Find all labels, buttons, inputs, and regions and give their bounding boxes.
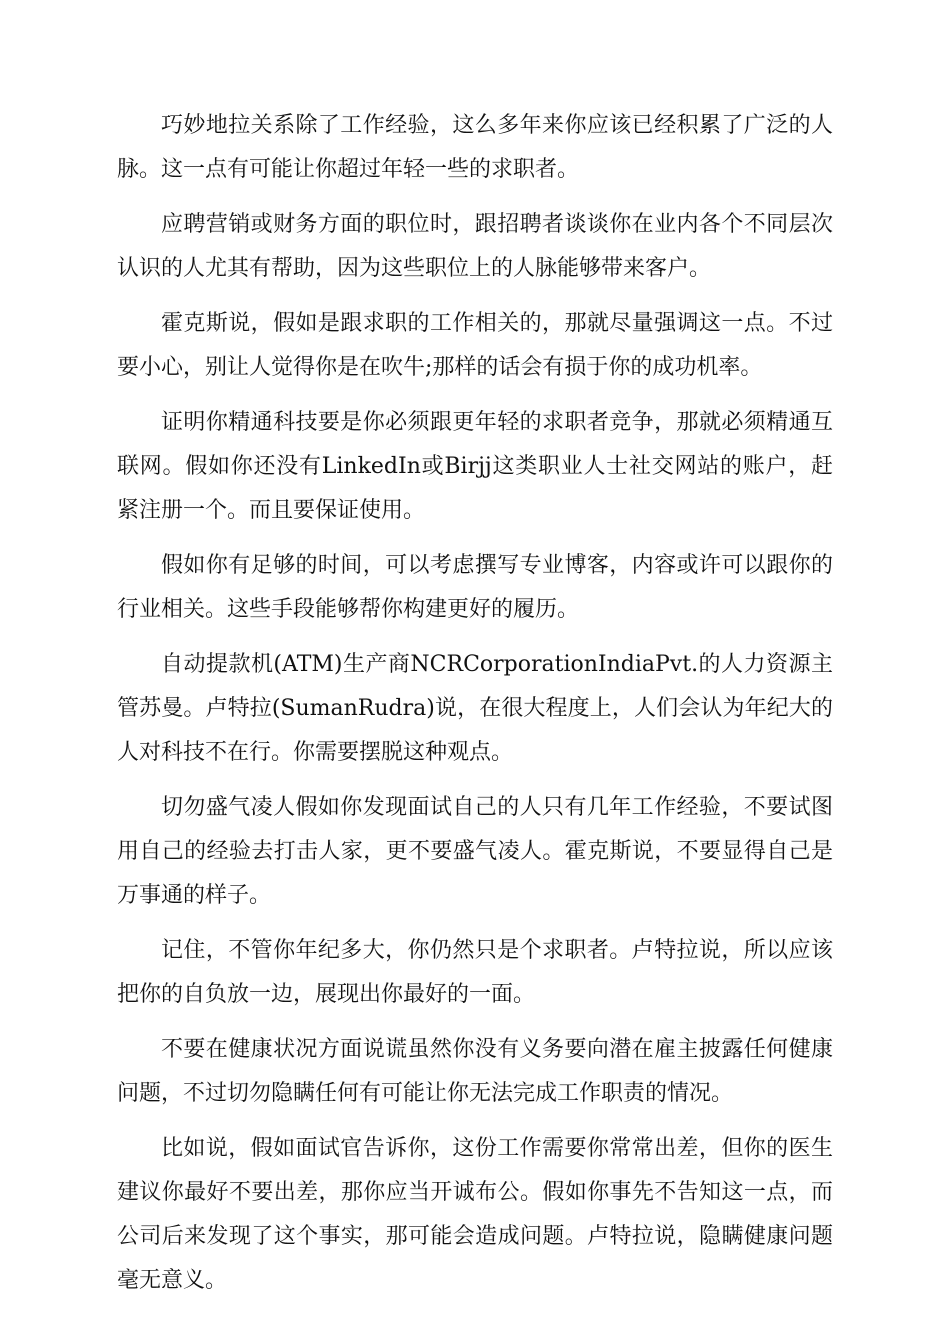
paragraph: 记住，不管你年纪多大，你仍然只是个求职者。卢特拉说，所以应该把你的自负放一边，展现出你最好的一面。 — [117, 938, 833, 1007]
paragraph: 假如你有足够的时间，可以考虑撰写专业博客，内容或许可以跟你的行业相关。这些手段能够帮你构建更好的履历。 — [117, 553, 833, 622]
paragraph: 不要在健康状况方面说谎虽然你没有义务要向潜在雇主披露任何健康问题，不过切勿隐瞒任何有可能让你无法完成工作职责的情况。 — [117, 1037, 833, 1106]
document-page — [117, 104, 833, 1314]
paragraph: 自动提款机(ATM)生产商NCRCorporationIndiaPvt.的人力资源主管苏曼。卢特拉(SumanRudra)说，在很大程度上，人们会认为年纪大的人对科技不在行。你需要摆脱这种观点。 — [117, 652, 833, 765]
paragraph: 霍克斯说，假如是跟求职的工作相关的，那就尽量强调这一点。不过要小心，别让人觉得你是在吹牛;那样的话会有损于你的成功机率。 — [117, 311, 833, 380]
paragraph: 比如说，假如面试官告诉你，这份工作需要你常常出差，但你的医生建议你最好不要出差，那你应当开诚布公。假如你事先不告知这一点，而公司后来发现了这个事实，那可能会造成问题。卢特拉说，隐瞒健康问题毫无意义。 — [117, 1136, 833, 1293]
paragraph: 证明你精通科技要是你必须跟更年轻的求职者竞争，那就必须精通互联网。假如你还没有LinkedIn或Birjj这类职业人士社交网站的账户，赶紧注册一个。而且要保证使用。 — [117, 410, 833, 523]
paragraph: 应聘营销或财务方面的职位时，跟招聘者谈谈你在业内各个不同层次认识的人尤其有帮助，因为这些职位上的人脉能够带来客户。 — [117, 212, 833, 281]
paragraph: 巧妙地拉关系除了工作经验，这么多年来你应该已经积累了广泛的人脉。这一点有可能让你超过年轻一些的求职者。 — [117, 113, 833, 182]
paragraph: 切勿盛气凌人假如你发现面试自己的人只有几年工作经验，不要试图用自己的经验去打击人家，更不要盛气凌人。霍克斯说，不要显得自己是万事通的样子。 — [117, 795, 833, 908]
